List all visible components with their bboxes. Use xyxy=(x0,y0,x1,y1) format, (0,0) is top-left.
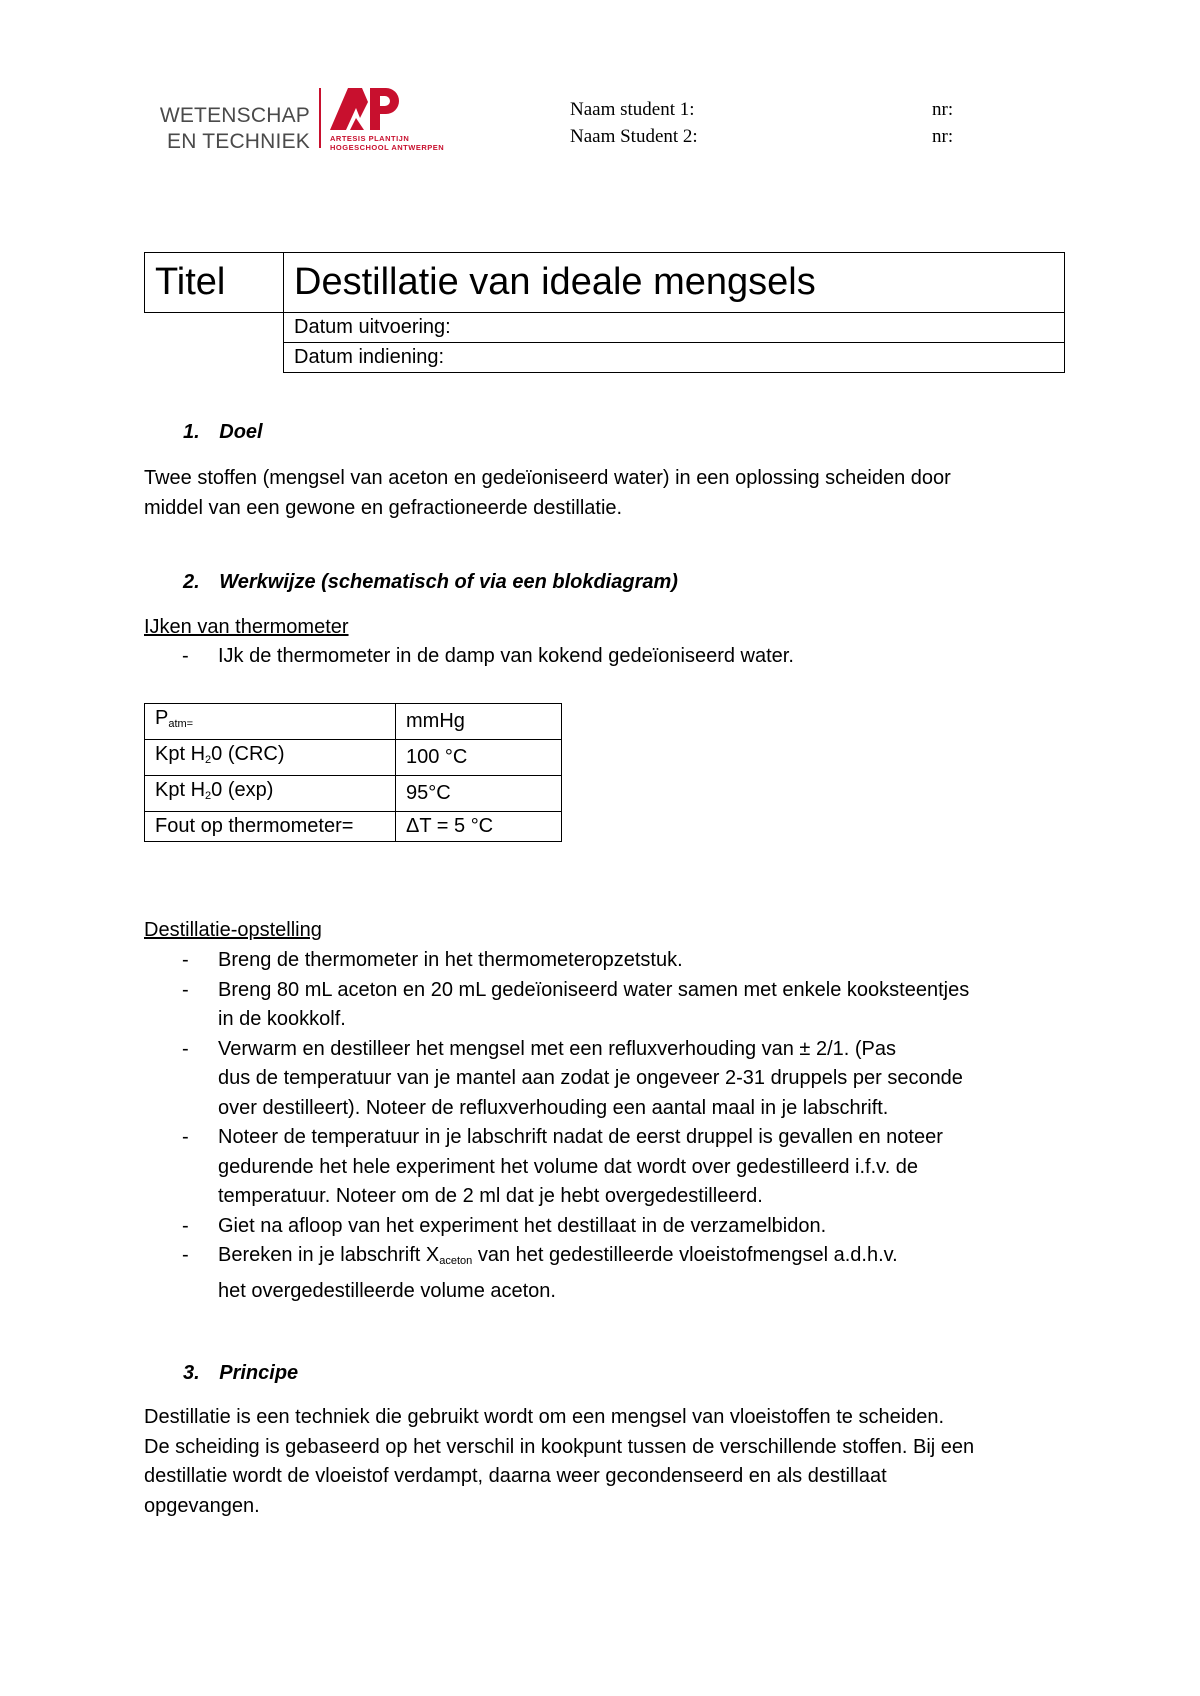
bullet-text: Breng 80 mL aceton en 20 mL gedeïoniseerd water samen met enkele kooksteentjes xyxy=(218,978,970,1001)
title-label: Titel xyxy=(145,253,284,313)
nr2-label: nr: xyxy=(932,126,954,147)
title-table xyxy=(144,252,1065,373)
list-item: - Breng de thermometer in het thermometeropzetstuk. xyxy=(182,949,683,971)
section1-heading xyxy=(183,421,263,444)
logo-line2: EN TECHNIEK xyxy=(166,130,310,153)
section1-text xyxy=(144,464,951,523)
ijken-list xyxy=(144,642,1144,672)
list-item: - Noteer de temperatuur in je labschrift nadat de eerst druppel is gevallen en noteer gedurende het hele experiment het volume dat wordt over gedestilleerd i.f.v. de temperatuur. Noteer om de 2 ml dat je hebt overgedestilleerd. xyxy=(182,1126,943,1207)
nr1-label: nr: xyxy=(932,99,954,120)
table-row xyxy=(145,704,562,740)
table-cell: 100 °C xyxy=(396,740,562,776)
section2-title: Werkwijze (schematisch of via een blokdiagram) xyxy=(219,571,678,593)
bullet-text: Noteer de temperatuur in je labschrift nadat de eerst druppel is gevallen en noteer xyxy=(218,1126,943,1148)
thermometer-table xyxy=(144,703,562,842)
table-cell: Fout op thermometer= xyxy=(145,812,396,842)
student2-label: Naam Student 2: xyxy=(570,126,698,147)
logo-subtitle xyxy=(330,134,444,152)
table-cell: 95°C xyxy=(396,776,562,812)
bullet-text: gedurende het hele experiment het volume dat wordt over gedestilleerd i.f.v. de xyxy=(218,1155,919,1178)
cell-sub: atm= xyxy=(168,718,194,730)
section1-number: 1. xyxy=(183,421,200,443)
section3-line: Destillatie is een techniek die gebruikt wordt om een mengsel van vloeistoffen te scheiden. xyxy=(144,1406,945,1428)
list-item: - Breng 80 mL aceton en 20 mL gedeïoniseerd water samen met enkele kooksteentjes in de kookkolf. xyxy=(182,978,970,1030)
destillatie-list xyxy=(144,946,1144,1306)
list-item: - IJk de thermometer in de damp van kokend gedeïoniseerd water. xyxy=(182,645,794,667)
section2-heading xyxy=(183,571,678,594)
logo-sub1: ARTESIS PLANTIJN xyxy=(330,134,410,143)
table-cell xyxy=(145,776,396,812)
cell-text: 0 (exp) xyxy=(211,779,274,801)
list-item: - Giet na afloop van het experiment het destillaat in de verzamelbidon. xyxy=(182,1214,827,1237)
cell-text: Kpt H xyxy=(155,779,206,801)
table-cell: mmHg xyxy=(396,704,562,740)
cell-sub: 2 xyxy=(205,754,212,766)
table-cell: ΔT = 5 °C xyxy=(396,812,562,842)
bullet-text: Giet na afloop van het experiment het destillaat in de verzamelbidon. xyxy=(218,1214,827,1237)
bullet-text: Breng de thermometer in het thermometeropzetstuk. xyxy=(218,949,683,971)
bullet-text: Verwarm en destilleer het mengsel met een refluxverhouding van ± 2/1. (Pas xyxy=(218,1037,896,1060)
bullet-text: van het gedestilleerde vloeistofmengsel a.d.h.v. xyxy=(472,1244,898,1266)
table-row xyxy=(145,740,562,776)
bullet-text: Bereken in je labschrift X xyxy=(218,1244,440,1266)
blank-cell xyxy=(145,313,284,343)
table-cell xyxy=(145,740,396,776)
cell-text: P xyxy=(155,707,169,729)
logo-line1: WETENSCHAP xyxy=(159,104,310,127)
section3-number: 3. xyxy=(183,1362,200,1384)
table-row xyxy=(145,812,562,842)
logo-divider xyxy=(319,88,321,148)
subheading-destillatie: Destillatie-opstelling xyxy=(144,919,322,941)
student1-label: Naam student 1: xyxy=(570,99,695,120)
datum-indiening: Datum indiening: xyxy=(284,343,1065,373)
section1-title: Doel xyxy=(219,421,263,443)
table-row xyxy=(145,776,562,812)
list-item: - Verwarm en destilleer het mengsel met een refluxverhouding van ± 2/1. (Pas dus de temperatuur van je mantel aan zodat je ongeveer 2-31 druppels per seconde over destilleert). Noteer de refluxverhouding een aantal maal in je labschrift. xyxy=(182,1037,963,1119)
cell-text: Kpt H xyxy=(155,743,206,765)
list-item: - Bereken in je labschrift $X_{aceton}$ van het gedestilleerde vloeistofmengsel a.d.h.v. het overgedestilleerde volume aceton. xyxy=(182,1244,898,1302)
bullet-text: over destilleert). Noteer de refluxverhouding een aantal maal in je labschrift. xyxy=(218,1096,889,1119)
section3-text xyxy=(144,1403,974,1521)
subheading-ijken: IJken van thermometer xyxy=(144,616,349,638)
cell-text: 0 (CRC) xyxy=(211,743,285,765)
section3-title: Principe xyxy=(219,1362,299,1384)
bullet-text: in de kookkolf. xyxy=(218,1008,346,1030)
logo-sub2: HOGESCHOOL ANTWERPEN xyxy=(330,143,445,152)
section3-heading xyxy=(183,1362,298,1385)
section3-line: De scheiding is gebaseerd op het verschil in kookpunt tussen de verschillende stoffen. Bij een xyxy=(144,1435,975,1458)
section2-number: 2. xyxy=(183,571,200,593)
cell-sub: 2 xyxy=(205,790,212,802)
section3-line: opgevangen. xyxy=(144,1494,260,1517)
bullet-text: temperatuur. Noteer om de 2 ml dat je hebt overgedestilleerd. xyxy=(218,1185,763,1207)
logo-text xyxy=(150,103,310,155)
blank-cell xyxy=(145,343,284,373)
table-cell xyxy=(145,704,396,740)
bullet-sub: aceton xyxy=(439,1255,473,1267)
section1-line: Twee stoffen (mengsel van aceton en gedeïoniseerd water) in een oplossing scheiden door xyxy=(144,467,951,489)
section1-line: middel van een gewone en gefractioneerde destillatie. xyxy=(144,496,623,519)
ap-logo-icon xyxy=(330,88,402,130)
bullet-text: dus de temperatuur van je mantel aan zodat je ongeveer 2-31 druppels per seconde xyxy=(218,1067,963,1089)
section3-line: destillatie wordt de vloeistof verdampt, daarna weer gecondenseerd en als destillaat xyxy=(144,1465,887,1487)
datum-uitvoering: Datum uitvoering: xyxy=(284,313,1065,343)
bullet-text: IJk de thermometer in de damp van kokend gedeïoniseerd water. xyxy=(218,645,794,667)
bullet-text: het overgedestilleerde volume aceton. xyxy=(218,1279,556,1302)
document-title: Destillatie van ideale mengsels xyxy=(284,253,1065,313)
